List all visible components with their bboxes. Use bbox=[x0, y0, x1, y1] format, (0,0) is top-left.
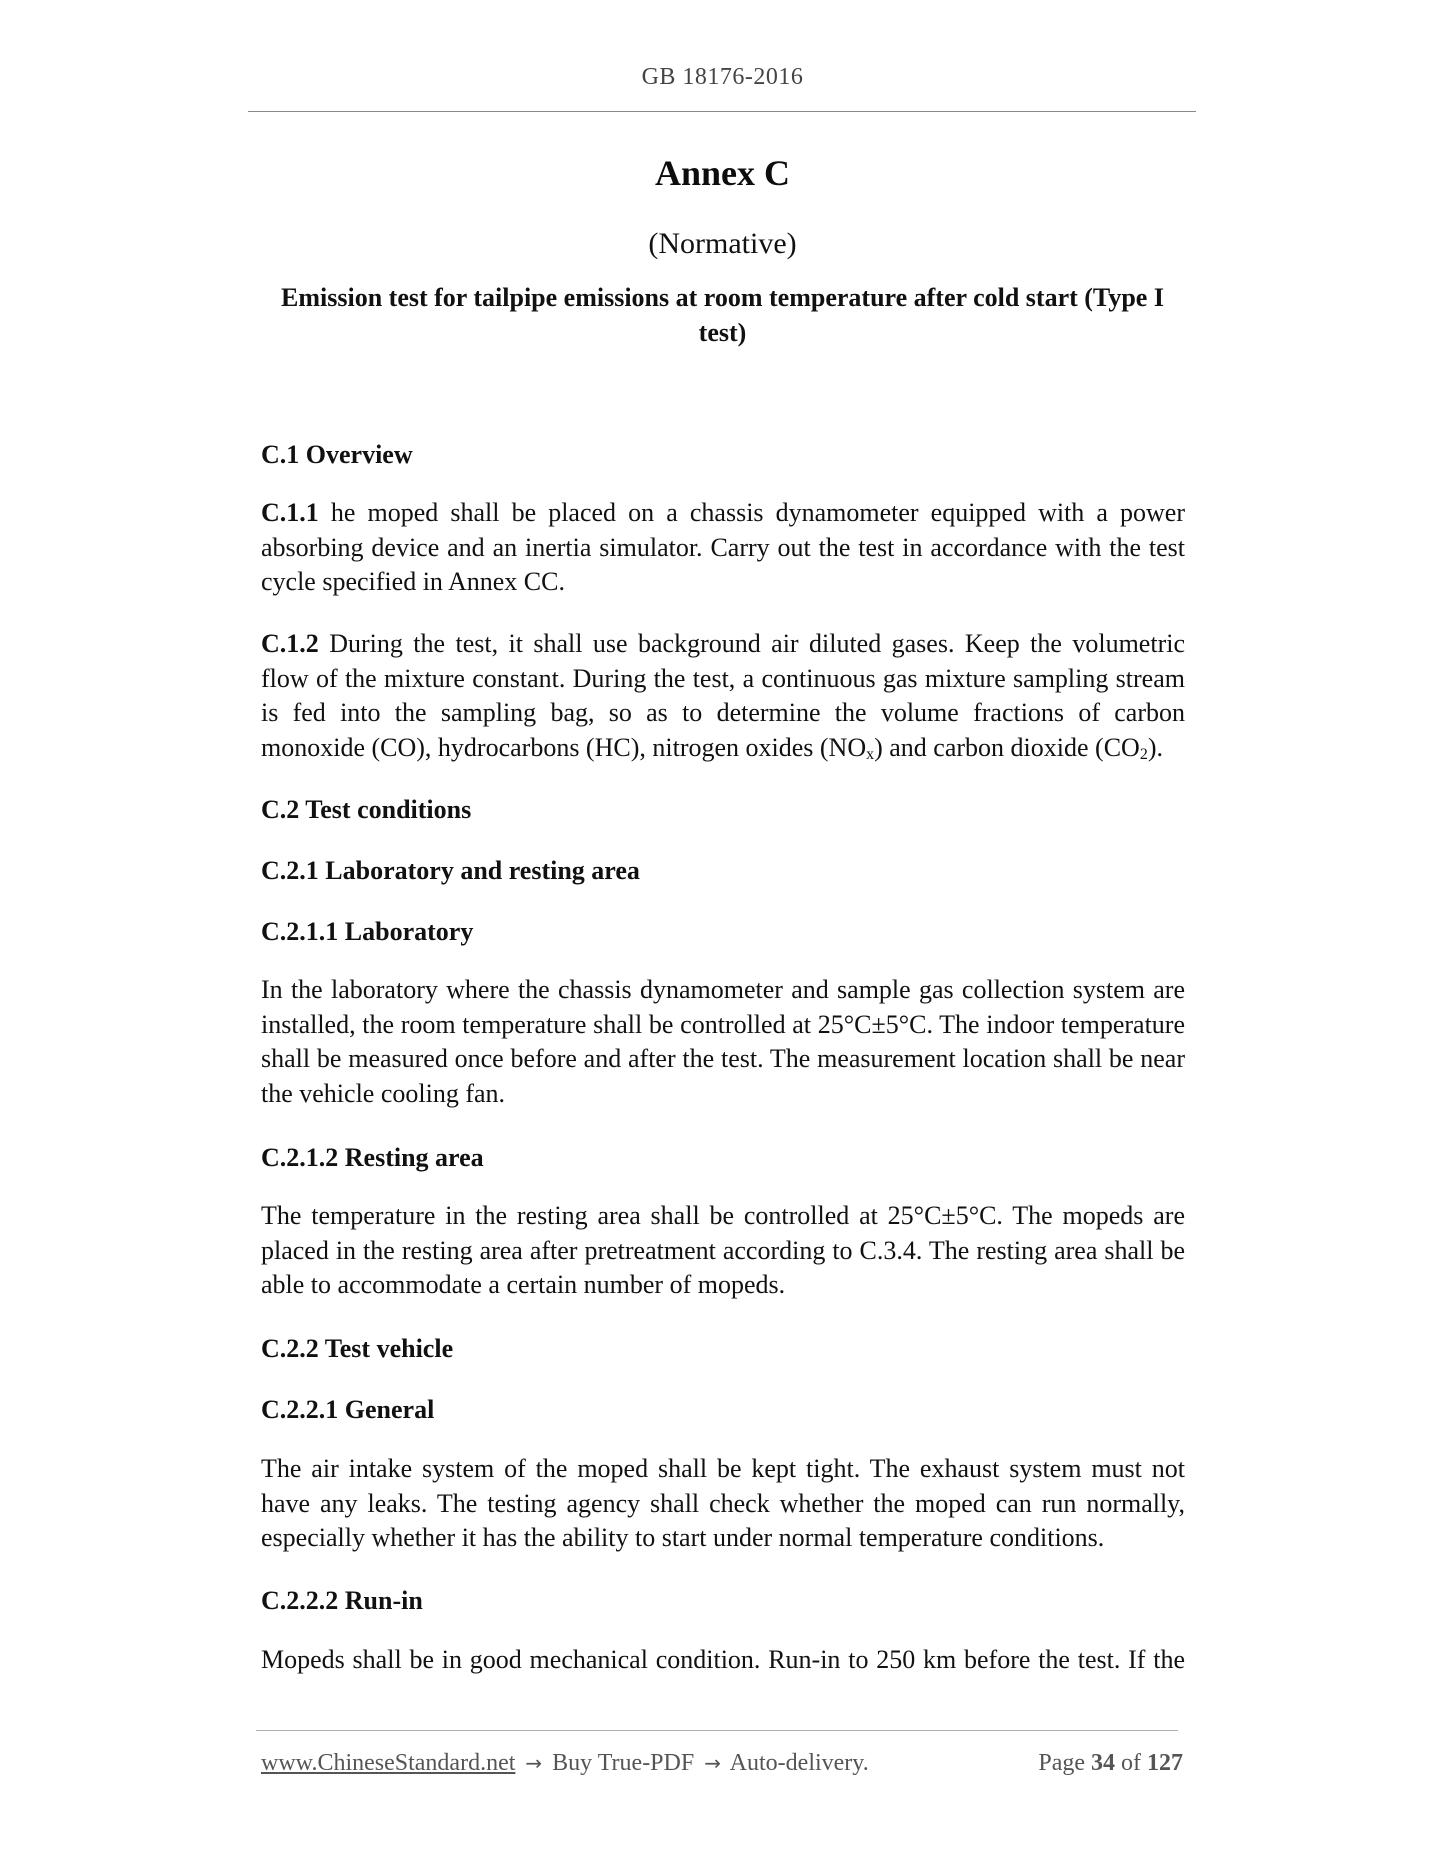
website-link[interactable]: www.ChineseStandard.net bbox=[261, 1750, 516, 1776]
paragraph-c12 bbox=[261, 627, 1185, 765]
document-code: GB 18176-2016 bbox=[641, 64, 804, 90]
page-number bbox=[1038, 1750, 1183, 1777]
clause-text-c12-a: During the test, it shall use background air diluted gases. Keep the volumetric flow of the mixture constant. During the test, a continuous gas mixture sampling stream is fed into the sampling bag, so as to determine the volume fractions of carbon monoxide (CO), hydrocarbons (HC), nitrogen oxides (NO bbox=[261, 629, 1185, 762]
paragraph-c221: The air intake system of the moped shall be kept tight. The exhaust system must not have any leaks. The testing agency shall check whether the moped can run normally, especially whether it has the ability to start under normal temperature conditions. bbox=[261, 1454, 1185, 1553]
section-heading-c21: C.2.1 Laboratory and resting area bbox=[261, 856, 640, 885]
annex-subtitle: Emission test for tailpipe emissions at room temperature after cold start (Type I test) bbox=[281, 283, 1164, 347]
clause-text-c12-c: ). bbox=[1147, 732, 1163, 762]
annex-title: Annex C bbox=[654, 153, 791, 193]
clause-number-c12: C.1.2 bbox=[261, 629, 319, 658]
footer-divider bbox=[256, 1730, 1178, 1731]
section-heading-c22: C.2.2 Test vehicle bbox=[261, 1334, 454, 1363]
paragraph-c11 bbox=[261, 496, 1185, 600]
clause-text-c11: he moped shall be placed on a chassis dynamometer equipped with a power absorbing device and an inertia simulator. Carry out the test in accordance with the test cycle specified in Annex CC. bbox=[261, 498, 1185, 597]
page-footer bbox=[261, 1750, 1183, 1777]
auto-delivery-text: Auto-delivery. bbox=[729, 1750, 869, 1776]
clause-number-c11: C.1.1 bbox=[261, 498, 319, 527]
page-label: Page bbox=[1038, 1750, 1085, 1776]
paragraph-c222: Mopeds shall be in good mechanical condition. Run-in to 250 km before the test. If the bbox=[261, 1645, 1185, 1674]
section-heading-c222: C.2.2.2 Run-in bbox=[261, 1586, 423, 1615]
arrow-right-icon: → bbox=[525, 1751, 543, 1775]
section-heading-c2: C.2 Test conditions bbox=[261, 795, 472, 824]
section-heading-c211: C.2.1.1 Laboratory bbox=[261, 917, 474, 946]
arrow-right-icon: → bbox=[704, 1751, 721, 1775]
page-total: 127 bbox=[1147, 1750, 1183, 1776]
section-heading-c221: C.2.2.1 General bbox=[261, 1395, 435, 1424]
page-current: 34 bbox=[1091, 1750, 1115, 1776]
subscript-x: x bbox=[866, 745, 875, 763]
annex-type: (Normative) bbox=[648, 227, 797, 260]
paragraph-c211: In the laboratory where the chassis dynamometer and sample gas collection system are installed, the room temperature shall be controlled at 25°C±5°C. The indoor temperature shall be measured once before and after the test. The measurement location shall be near the vehicle cooling fan. bbox=[261, 975, 1185, 1108]
clause-text-c12-b: ) and carbon dioxide (CO bbox=[874, 732, 1140, 762]
section-heading-c1: C.1 Overview bbox=[261, 440, 413, 469]
section-heading-c212: C.2.1.2 Resting area bbox=[261, 1143, 484, 1172]
buy-pdf-text: Buy True-PDF bbox=[552, 1750, 695, 1776]
subscript-2: 2 bbox=[1139, 745, 1148, 763]
paragraph-c212: The temperature in the resting area shall be controlled at 25°C±5°C. The mopeds are placed in the resting area after pretreatment according to C.3.4. The resting area shall be able to accommodate a certain number of mopeds. bbox=[261, 1201, 1185, 1300]
page-of-label: of bbox=[1121, 1750, 1141, 1776]
header-divider bbox=[248, 111, 1196, 112]
